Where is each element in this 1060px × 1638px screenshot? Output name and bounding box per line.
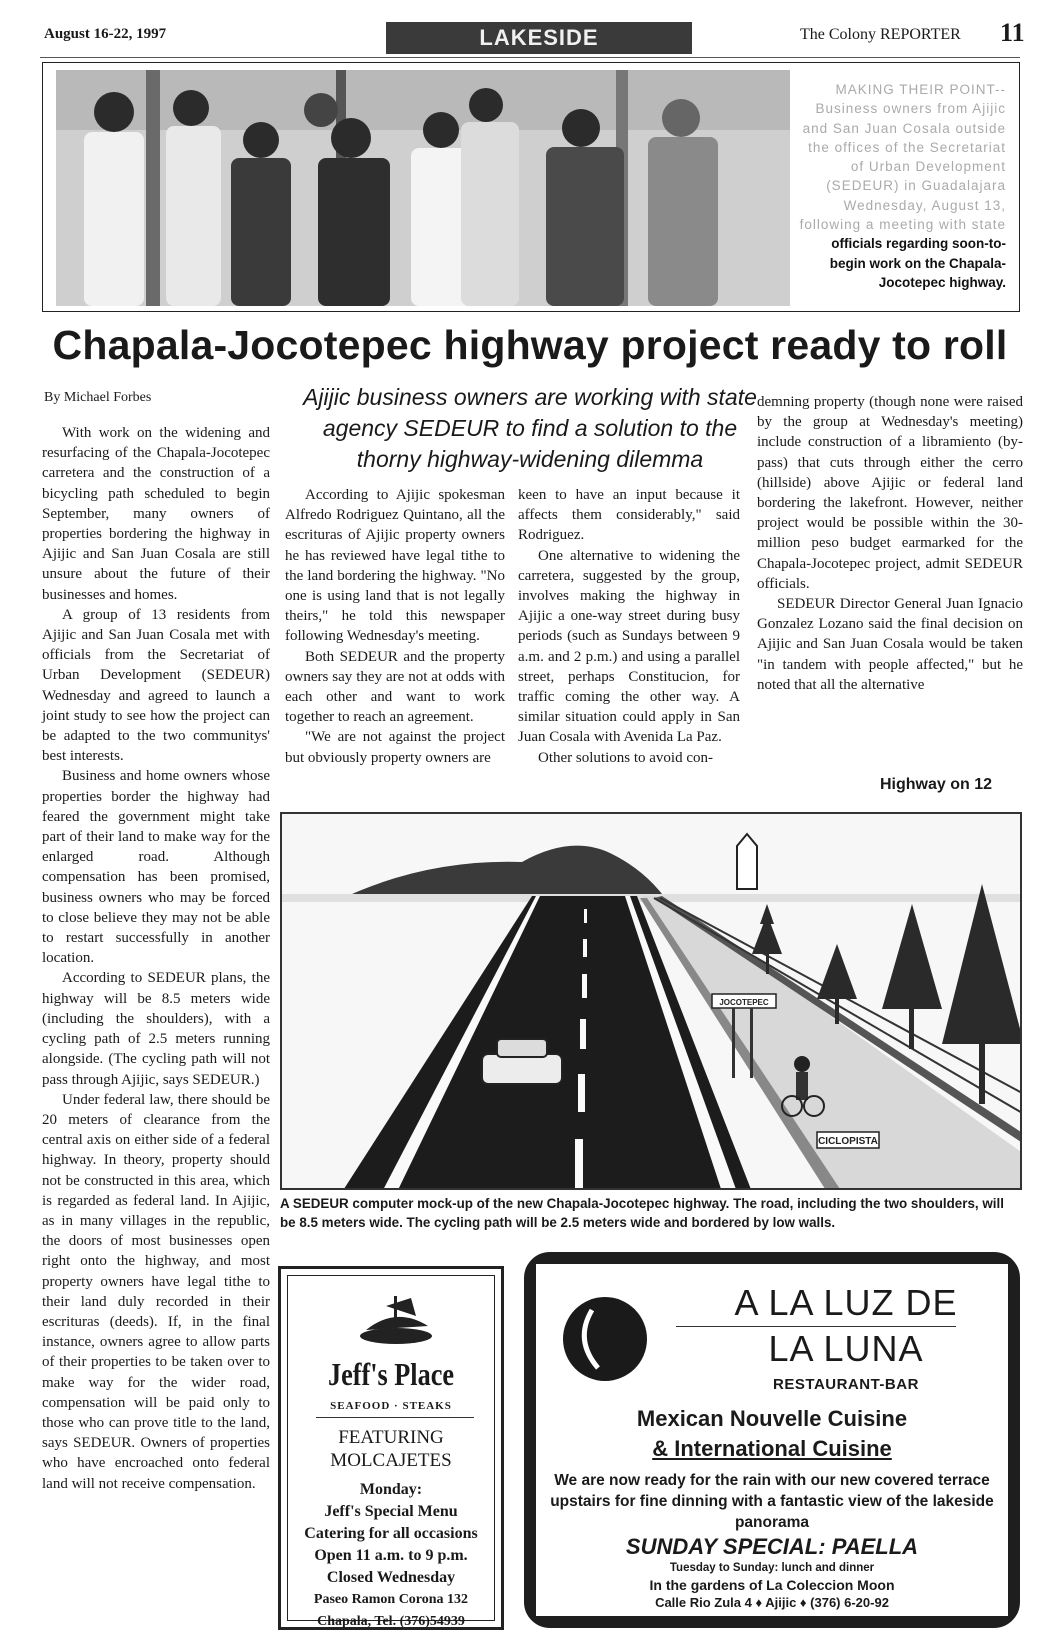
mockup-caption: A SEDEUR computer mock-up of the new Chapala-Jocotepec highway. The road, including the two shoulders, will be 8.5 meters wide. The cycling path will be 2.5 meters wide and bordered by low walls. — [280, 1196, 1004, 1230]
section-banner: LAKESIDE — [386, 22, 692, 54]
jeffs-subtitle: SEAFOOD · STEAKS — [330, 1400, 452, 1412]
road-sign-text: JOCOTEPEC — [719, 998, 769, 1007]
paragraph: According to Ajijic spokesman Alfredo Rodriguez Quintano, all the escrituras of Ajijic property owners he has reviewed have legal tithe to the land bordering the highway. "No one is using land that is not legally theirs," he told this newspaper following Wednesday's meeting. — [285, 487, 505, 645]
paragraph: According to SEDEUR plans, the highway will be 8.5 meters wide (including the shoulders), with a cycling path of 2.5 meters running alongside. (The cycling path will not pass through Ajijic, says SEDEUR.) — [42, 970, 270, 1088]
paragraph: Under federal law, there should be 20 meters of clearance from the central axis on either side of a federal highway. In theory, property should not be constructed in this area, which is regarded as federal land. In Ajijic, as in many villages in the republic, the doors of most businesses open right onto the highway, and most property owners have legal tithe to their land duly recorded in their escrituras (deeds). If, in the final instance, owners agree to allow parts of their properties to be taken over to make way for the wider road, compensation will be paid only to those who can prove title to the land, says SEDEUR. Owners of properties who have encroached onto federal land will not receive compensation. — [42, 1091, 270, 1492]
article-column-4 — [757, 392, 1023, 695]
jeffs-details — [288, 1479, 494, 1633]
jeffs-line: Monday: — [359, 1481, 423, 1498]
paragraph: Other solutions to avoid con- — [538, 749, 713, 766]
luna-address: Calle Rio Zula 4 ♦ Ajijic ♦ (376) 6-20-92 — [655, 1595, 889, 1610]
jeffs-featuring — [288, 1426, 494, 1472]
group-photo — [56, 70, 790, 306]
luna-cuisine-2: & International Cuisine — [652, 1436, 892, 1461]
paragraph: SEDEUR Director General Juan Ignacio Gonzalez Lozano said the final decision on Ajijic and San Juan Cosala would be taken "in tandem with people affected," but he noted that all the alternative — [757, 596, 1023, 693]
continued-jump: Highway on 12 — [880, 776, 993, 793]
cycle-path-label: CICLOPISTA — [818, 1136, 878, 1147]
paragraph: keen to have an input because it affects them considerably," said Rodriguez. — [518, 487, 740, 544]
photo-caption-lead: MAKING THEIR POINT-- — [835, 82, 1006, 97]
photo-caption-body: officials regarding soon-to-begin work on the Chapala-Jocotepec highway. — [829, 236, 1006, 290]
jeffs-divider — [316, 1417, 474, 1418]
luna-garden: In the gardens of La Coleccion Moon — [649, 1577, 895, 1593]
page-number: 11 — [1000, 18, 1025, 47]
article-column-3 — [518, 485, 740, 768]
article-column-2 — [285, 485, 505, 768]
jeffs-line: Chapala, Tel. (376)54939 — [317, 1614, 465, 1629]
jeffs-line: Jeff's Special Menu — [324, 1503, 458, 1520]
boat-logo-icon — [356, 1286, 436, 1356]
luna-name-line1: A LA LUZ DE — [734, 1282, 958, 1323]
luna-paragraph: We are now ready for the rain with our new covered terrace upstairs for fine dinning with a fantastic view of the lakeside panorama — [550, 1472, 994, 1531]
ad-la-luna — [524, 1252, 1020, 1628]
luna-type: RESTAURANT-BAR — [773, 1376, 919, 1393]
moon-logo-icon — [562, 1296, 648, 1382]
luna-hours: Tuesday to Sunday: lunch and dinner — [669, 1562, 875, 1574]
article-column-1 — [42, 423, 270, 1494]
header-rule — [40, 57, 1020, 58]
jeffs-name: Jeff's Place — [327, 1356, 455, 1392]
ad-jeffs-place — [278, 1266, 504, 1630]
jeffs-dish: MOLCAJETES — [330, 1450, 452, 1471]
deck: Ajijic business owners are working with state agency SEDEUR to find a solution to the thorny highway-widening dilemma — [303, 384, 757, 472]
luna-name-line2: LA LUNA — [768, 1328, 924, 1369]
group-photo-illustration — [56, 70, 790, 306]
paragraph: A group of 13 residents from Ajijic and San Juan Cosala met with officials from the Secretariat of Urban Development (SEDEUR) Wednesday and agreed to launch a joint study to see how the project can be adapted to the two communitys' best interests. — [42, 606, 270, 765]
paragraph: With work on the widening and resurfacing of the Chapala-Jocotepec carretera and the construction of a bicycling path scheduled to begin September, many owners of properties bordering the highway in Ajijic and San Juan Cosala are still unsure about the future of their businesses and homes. — [42, 425, 270, 603]
jeffs-line: Catering for all occasions — [304, 1525, 478, 1542]
paragraph: "We are not against the project but obviously property owners are — [285, 729, 505, 766]
jeffs-featuring-label: FEATURING — [338, 1427, 444, 1448]
paragraph: One alternative to widening the carretera, suggested by the group, involves making the highway in Ajijic a one-way street during busy periods (such as Sundays between 9 a.m. and 2 p.m.) and using a parallel street, perhaps Constitucion, for traffic coming the other way. A similar situation could apply in San Juan Cosala with Avenida La Paz. — [518, 547, 740, 746]
jeffs-line: Open 11 a.m. to 9 p.m. — [314, 1547, 468, 1564]
highway-mockup-illustration — [282, 814, 1022, 1190]
paragraph: Both SEDEUR and the property owners say they are not at odds with each other and want to work together to reach an agreement. — [285, 648, 505, 726]
photo-caption-faded: Business owners from Ajijic and San Juan Cosala outside the offices of the Secretariat of Urban Development (SEDEUR) in Guadalajara Wednesday, August 13, following a meeting with state — [799, 101, 1006, 233]
luna-divider — [676, 1326, 956, 1327]
newspaper-name: The Colony REPORTER — [800, 26, 961, 43]
luna-cuisine-1: Mexican Nouvelle Cuisine — [636, 1406, 908, 1431]
luna-special: SUNDAY SPECIAL: PAELLA — [625, 1534, 919, 1559]
issue-date: August 16-22, 1997 — [44, 26, 167, 42]
paragraph: demning property (though none were raised by the group at Wednesday's meeting) include construction of a libramiento (by-pass) that cuts through either the cerro (hillside) above Ajijic or federal land bordering the lakefront. However, neither project would be possible within the 30-million peso budget earmarked for the Chapala-Jocotepec project, admit SEDEUR officials. — [757, 394, 1023, 592]
jeffs-line: Paseo Ramon Corona 132 — [313, 1592, 469, 1607]
photo-caption — [796, 80, 1006, 292]
headline: Chapala-Jocotepec highway project ready to roll — [52, 322, 1008, 368]
jeffs-line: Closed Wednesday — [326, 1569, 456, 1586]
byline: By Michael Forbes — [44, 390, 152, 405]
highway-mockup — [280, 812, 1022, 1190]
paragraph: Business and home owners whose properties border the highway had feared the government might take part of their land to make way for the enlarged road. Although compensation has been promised, business owners who may be forced to close believe they may not be able to restart successfully in another location. — [42, 768, 270, 967]
